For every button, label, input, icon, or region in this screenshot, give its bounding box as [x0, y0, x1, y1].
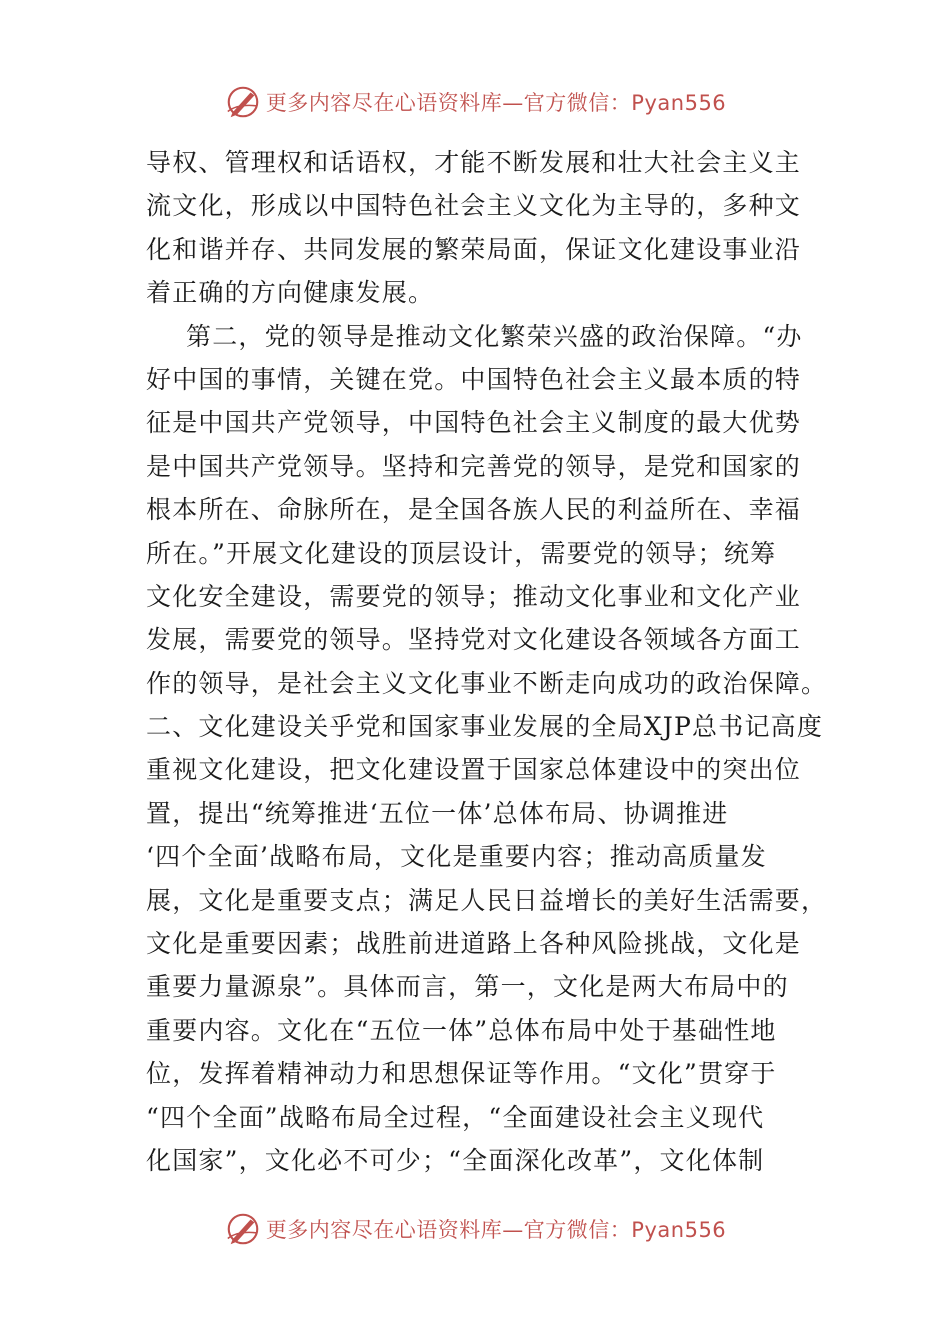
- document-body: [146, 141, 826, 1182]
- footer-watermark: [0, 1207, 950, 1251]
- pen-logo-icon: [224, 1210, 262, 1248]
- text-line: ‘四个全面’战略布局，文化是重要内容；推动高质量发: [146, 842, 767, 872]
- text-line: 是中国共产党领导。坚持和完善党的领导，是党和国家的: [146, 451, 802, 481]
- text-line: “四个全面”战略布局全过程，“全面建设社会主义现代: [146, 1102, 765, 1132]
- text-line: 展，文化是重要支点；满足人民日益增长的美好生活需要，: [146, 885, 828, 915]
- pen-logo-icon: [224, 83, 262, 121]
- text-line: 导权、管理权和话语权，才能不断发展和壮大社会主义主: [146, 148, 802, 177]
- text-line: 征是中国共产党领导，中国特色社会主义制度的最大优势: [146, 408, 802, 438]
- text-line: 位，发挥着精神动力和思想保证等作用。“文化”贯穿于: [146, 1059, 777, 1089]
- text-line: 置，提出“统筹推进‘五位一体’总体布局、协调推进: [146, 798, 729, 828]
- text-line: 重视文化建设，把文化建设置于国家总体建设中的突出位: [146, 755, 802, 785]
- text-line: 化国家”，文化必不可少；“全面深化改革”，文化体制: [146, 1145, 765, 1175]
- text-line: 所在。”开展文化建设的顶层设计，需要党的领导；统筹: [146, 538, 777, 568]
- watermark-text: 更多内容尽在心语资料库—官方微信：Pyan556: [265, 1218, 727, 1242]
- text-line: 发展，需要党的领导。坚持党对文化建设各领域各方面工: [146, 625, 802, 655]
- header-watermark: [0, 80, 950, 124]
- text-line: 着正确的方向健康发展。: [146, 278, 435, 308]
- text-line: 作的领导，是社会主义文化事业不断走向成功的政治保障。: [146, 668, 828, 698]
- text-line: 文化是重要因素；战胜前进道路上各种风险挑战，文化是: [146, 929, 802, 959]
- text-line: 重要力量源泉”。具体而言，第一，文化是两大布局中的: [146, 972, 789, 1002]
- section-heading-line: 二、文化建设关乎党和国家事业发展的全局XJP总书记高度: [146, 712, 824, 742]
- text-line: 文化安全建设，需要党的领导；推动文化事业和文化产业: [146, 581, 802, 611]
- watermark-text: 更多内容尽在心语资料库—官方微信：Pyan556: [265, 91, 727, 115]
- text-line: 重要内容。文化在“五位一体”总体布局中处于基础性地: [146, 1015, 777, 1045]
- paragraph-start-line: 第二，党的领导是推动文化繁荣兴盛的政治保障。“办: [186, 321, 803, 351]
- text-line: 化和谐并存、共同发展的繁荣局面，保证文化建设事业沿: [146, 234, 802, 264]
- text-line: 流文化，形成以中国特色社会主义文化为主导的，多种文: [146, 191, 802, 221]
- text-line: 根本所在、命脉所在，是全国各族人民的利益所在、幸福: [146, 495, 802, 525]
- text-line: 好中国的事情，关键在党。中国特色社会主义最本质的特: [146, 364, 802, 394]
